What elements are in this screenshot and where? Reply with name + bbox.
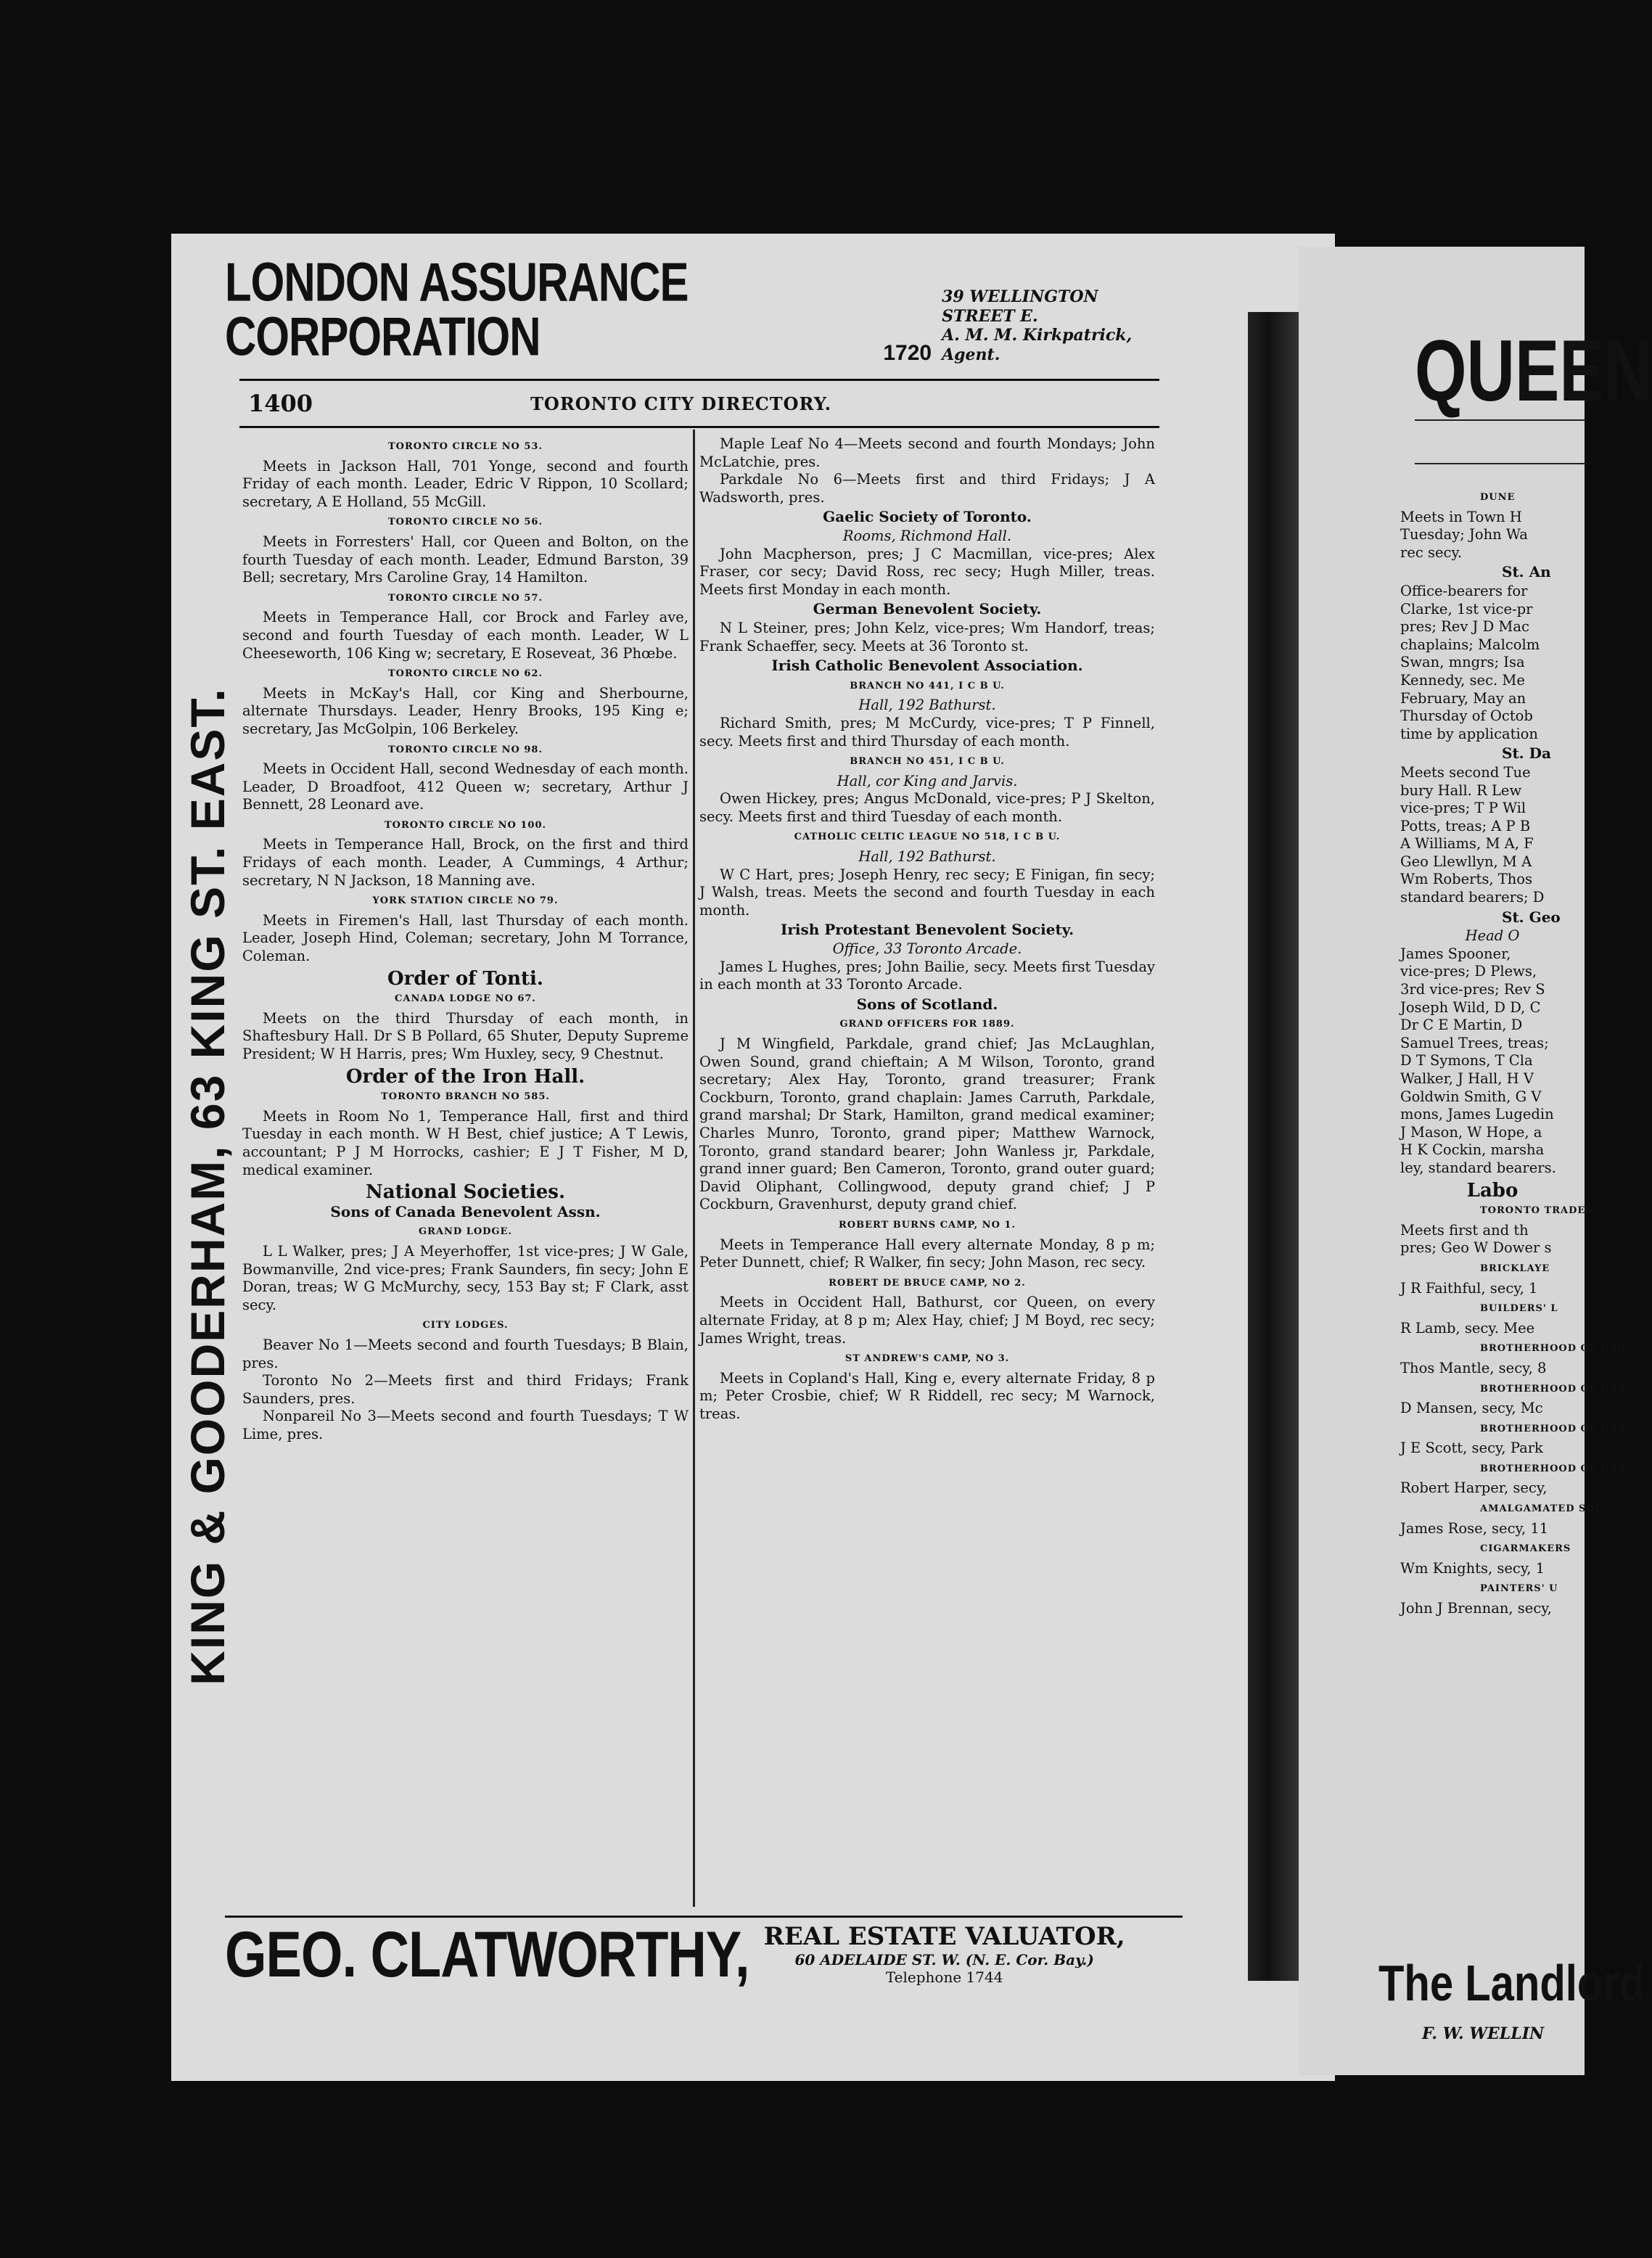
society-heading: Sons of Scotland.	[856, 995, 998, 1013]
section-subheading: ROBERT DE BRUCE CAMP, NO 2.	[829, 1277, 1026, 1289]
entry-line: bury Hall. R Lew	[1400, 781, 1522, 799]
entry-line: J Mason, W Hope, a	[1400, 1123, 1542, 1141]
society-heading: Sons of Canada Benevolent Assn.	[330, 1202, 601, 1220]
adjacent-page-bottom-ad-sub: F. W. WELLIN	[1422, 2024, 1545, 2043]
entry-line: Meets first and th	[1400, 1221, 1529, 1239]
bottom-ad-name: GEO. CLATWORTHY,	[225, 1918, 749, 1990]
section-subheading: PAINTERS' U	[1480, 1583, 1558, 1595]
bottom-ad-info	[764, 1922, 1125, 1986]
entry-text: Meets in Forresters' Hall, cor Queen and Bolton, on the fourth Tuesday of each month. Leader, Edmund Barston, 39 Bell; secretary, Mrs Caroline Gray, 14 Hamilton.	[242, 533, 689, 586]
entry-text: Meets in Temperance Hall, Brock, on the first and third Fridays of each month. Leader, A Cummings, 4 Arthur; secretary, N N Jackson, 18 Manning ave.	[242, 836, 689, 889]
entry-line: Samuel Trees, treas;	[1400, 1034, 1549, 1051]
entry-line: Goldwin Smith, G V	[1400, 1088, 1542, 1105]
entry-line: Geo Llewllyn, M A	[1400, 853, 1532, 870]
entry-line: Dr C E Martin, D	[1400, 1017, 1523, 1034]
entry-text: Meets in McKay's Hall, cor King and Sherbourne, alternate Thursdays. Leader, Henry Brooks, 195 King e; secretary, Jas McGolpin, 106 Berkeley.	[242, 684, 689, 737]
society-heading: St. Da	[1502, 744, 1551, 763]
entry-text: Meets in Temperance Hall every alternate Monday, 8 p m; Peter Dunnett, chief; R Walker, fin secy; John Mason, rec secy.	[699, 1236, 1155, 1271]
venue-line: Rooms, Richmond Hall.	[842, 527, 1012, 544]
entry-line: Clarke, 1st vice-pr	[1400, 600, 1533, 617]
venue-line: Hall, cor King and Jarvis.	[837, 772, 1018, 789]
section-subheading: CATHOLIC CELTIC LEAGUE NO 518, I C B U.	[794, 832, 1061, 843]
society-heading: St. Geo	[1502, 908, 1561, 926]
section-subheading: BRICKLAYE	[1480, 1263, 1550, 1274]
venue-line: Hall, 192 Bathurst.	[858, 848, 996, 866]
adjacent-page-column	[1400, 486, 1626, 1618]
entry-text: Meets in Occident Hall, second Wednesday of each month. Leader, D Broadfoot, 412 Queen w; secretary, Arthur J Bennett, 28 Leonard ave.	[242, 760, 689, 813]
entry-line: J R Faithful, secy, 1	[1400, 1279, 1538, 1297]
section-subheading: TORONTO CIRCLE NO 57.	[387, 592, 543, 604]
entry-line: James Spooner,	[1400, 945, 1511, 962]
society-heading: Gaelic Society of Toronto.	[823, 508, 1032, 526]
section-heading: Order of Tonti.	[387, 967, 543, 990]
section-subheading: ROBERT BURNS CAMP, NO 1.	[838, 1219, 1016, 1231]
entry-text: Meets in Room No 1, Temperance Hall, first and third Tuesday in each month. W H Best, chief justice; A T Lewis, accountant; P J M Horrocks, cashier; E J T Fisher, M D, medical examiner.	[242, 1107, 689, 1178]
top-ad-agent: A. M. M. Kirkpatrick, Agent.	[942, 326, 1133, 364]
entry-line: Thos Mantle, secy, 8	[1400, 1359, 1547, 1376]
entry-text: N L Steiner, pres; John Kelz, vice-pres; Wm Handorf, treas; Frank Schaeffer, secy. Meets at 36 Toronto st.	[699, 619, 1155, 654]
entry-line: vice-pres; D Plews,	[1400, 963, 1537, 980]
entry-text: Richard Smith, pres; M McCurdy, vice-pres; T P Finnell, secy. Meets first and third Thursday of each month.	[699, 714, 1155, 750]
entry-text: J M Wingfield, Parkdale, grand chief; Jas McLaughlan, Owen Sound, grand chieftain; A M Wilson, Toronto, grand secretary; Alex Hay, Toronto, grand treasurer; Frank Cockburn, Toronto, grand chaplain: James Carruth, Parkdale, grand marshal; Dr Stark, Hamilton, grand medical examiner; Charles Munro, Toronto, grand piper; Matthew Warnock, Toronto, grand standard bearer; John Wanless jr, Parkdale, grand inner guard; Ben Cameron, Toronto, grand outer guard; David Oliphant, Collingwood, deputy grand chief; J P Cockburn, Gravenhurst, deputy grand chief.	[699, 1035, 1155, 1213]
section-subheading: GRAND OFFICERS FOR 1889.	[839, 1019, 1015, 1030]
side-ad-text: KING & GOODERHAM, 63 KING ST. EAST.	[181, 687, 234, 1686]
section-subheading: DUNE	[1480, 492, 1516, 503]
entry-text: Meets in Temperance Hall, cor Brock and Farley ave, second and fourth Tuesday of each month. Leader, W L Cheeseworth, 106 King w; secretary, E Roseveat, 36 Phœbe.	[242, 609, 689, 662]
section-subheading: CIGARMAKERS	[1480, 1543, 1571, 1555]
section-subheading: BROTHERHOOD OF CAR	[1480, 1463, 1626, 1474]
entry-line: John J Brennan, secy,	[1400, 1600, 1552, 1617]
adjacent-page-rule	[1415, 463, 1585, 464]
entry-line: standard bearers; D	[1400, 889, 1545, 906]
entry-line: Kennedy, sec. Me	[1400, 671, 1525, 689]
section-subheading: BRANCH NO 451, I C B U.	[850, 756, 1005, 768]
adjacent-page-heading: QUEEN	[1415, 323, 1652, 420]
section-heading: Order of the Iron Hall.	[345, 1065, 585, 1088]
section-subheading: CITY LODGES.	[422, 1320, 509, 1331]
entry-text: Parkdale No 6—Meets first and third Fridays; J A Wadsworth, pres.	[699, 471, 1155, 506]
section-heading: Labo	[1466, 1179, 1519, 1202]
entry-text: Owen Hickey, pres; Angus McDonald, vice-pres; P J Skelton, secy. Meets first and third Tuesday of each month.	[699, 790, 1155, 825]
section-subheading: TORONTO CIRCLE NO 62.	[387, 668, 543, 680]
column-divider	[693, 430, 695, 1907]
entry-line: R Lamb, secy. Mee	[1400, 1319, 1535, 1337]
top-ad-address: 39 WELLINGTON STREET E.	[942, 287, 1098, 326]
section-subheading: TORONTO CIRCLE NO 98.	[387, 744, 543, 755]
page-fold-shadow	[1248, 312, 1299, 1981]
entry-line: pres; Geo W Dower s	[1400, 1239, 1552, 1257]
section-subheading: TORONTO BRANCH NO 585.	[381, 1091, 550, 1103]
society-heading: German Benevolent Society.	[813, 600, 1042, 618]
entry-line: James Rose, secy, 11	[1400, 1519, 1549, 1537]
page-number: 1400	[248, 390, 313, 417]
entry-line: Wm Knights, secy, 1	[1400, 1559, 1545, 1577]
page-header	[239, 379, 1159, 428]
entry-line: mons, James Lugedin	[1400, 1106, 1554, 1123]
entry-text: Meets in Jackson Hall, 701 Yonge, second and fourth Friday of each month. Leader, Edric V Rippon, 10 Scollard; secretary, A E Holland, 55 McGill.	[242, 457, 689, 510]
entry-line: Walker, J Hall, H V	[1400, 1070, 1534, 1087]
entry-text: John Macpherson, pres; J C Macmillan, vice-pres; Alex Fraser, cor secy; David Ross, rec secy; Hugh Miller, treas. Meets first Monday in each month.	[699, 545, 1155, 598]
entry-text: Maple Leaf No 4—Meets second and fourth Mondays; John McLatchie, pres.	[699, 435, 1155, 470]
venue-line: Head O	[1465, 927, 1520, 945]
right-column	[699, 435, 1155, 1423]
section-subheading: AMALGAMATED SOC	[1480, 1503, 1604, 1515]
entry-line: H K Cockin, marsha	[1400, 1141, 1545, 1159]
section-subheading: BROTHERHOOD OF CAR	[1480, 1383, 1626, 1395]
entry-line: D Mansen, secy, Mc	[1400, 1400, 1543, 1417]
top-ad-established: 1720	[883, 341, 932, 365]
entry-text: Beaver No 1—Meets second and fourth Tuesdays; B Blain, pres.	[242, 1336, 689, 1371]
section-heading: National Societies.	[365, 1181, 565, 1204]
adjacent-page-bottom-ad: The Landlord	[1378, 1955, 1645, 2012]
entry-line: Joseph Wild, D D, C	[1400, 998, 1541, 1016]
section-subheading: ST ANDREW'S CAMP, NO 3.	[845, 1353, 1010, 1365]
section-subheading: TORONTO CIRCLE NO 53.	[387, 441, 543, 452]
entry-line: February, May an	[1400, 689, 1526, 707]
entry-line: ley, standard bearers.	[1400, 1159, 1556, 1176]
entry-text: W C Hart, pres; Joseph Henry, rec secy; E Finigan, fin secy; J Walsh, treas. Meets the second and fourth Tuesday in each month.	[699, 866, 1155, 919]
section-subheading: TORONTO CIRCLE NO 56.	[387, 517, 543, 528]
society-heading: St. An	[1502, 563, 1551, 581]
section-subheading: YORK STATION CIRCLE NO 79.	[372, 895, 559, 907]
section-subheading: TORONTO TRADES	[1480, 1205, 1593, 1217]
section-subheading: TORONTO CIRCLE NO 100.	[384, 819, 547, 831]
entry-line: Meets in Town H	[1400, 508, 1522, 525]
venue-line: Hall, 192 Bathurst.	[858, 697, 996, 714]
section-subheading: BROTHERHOOD OF CAR	[1480, 1343, 1626, 1355]
section-subheading: BROTHERHOOD OF CAR	[1480, 1423, 1626, 1434]
section-subheading: CANADA LODGE NO 67.	[395, 993, 536, 1005]
entry-line: time by application	[1400, 725, 1538, 742]
left-column	[242, 435, 689, 1443]
entry-text: Meets in Copland's Hall, King e, every alternate Friday, 8 p m; Peter Crosbie, chief; W R Riddell, rec secy; M Warnock, treas.	[699, 1369, 1155, 1422]
entry-line: J E Scott, secy, Park	[1400, 1440, 1543, 1457]
entry-line: 3rd vice-pres; Rev S	[1400, 981, 1545, 998]
entry-line: rec secy.	[1400, 543, 1463, 561]
page-title: TORONTO CITY DIRECTORY.	[530, 393, 832, 414]
entry-text: James L Hughes, pres; John Bailie, secy. Meets first Tuesday in each month at 33 Toronto Arcade.	[699, 958, 1155, 993]
entry-text: Meets in Occident Hall, Bathurst, cor Queen, on every alternate Friday, at 8 p m; Alex Hay, chief; J M Boyd, rec secy; James Wright, treas.	[699, 1294, 1155, 1347]
bottom-ad-telephone: Telephone 1744	[885, 1968, 1003, 1986]
entry-line: chaplains; Malcolm	[1400, 636, 1540, 653]
side-advertisement	[177, 428, 238, 1945]
entry-text: Toronto No 2—Meets first and third Fridays; Frank Saunders, pres.	[242, 1372, 689, 1407]
bottom-advertisement	[225, 1916, 1183, 1990]
entry-line: Swan, mngrs; Isa	[1400, 654, 1525, 671]
entry-line: Robert Harper, secy,	[1400, 1479, 1548, 1497]
society-heading: Irish Protestant Benevolent Society.	[780, 921, 1074, 939]
venue-line: Office, 33 Toronto Arcade.	[832, 940, 1022, 958]
entry-line: Office-bearers for	[1400, 582, 1528, 599]
entry-line: Wm Roberts, Thos	[1400, 871, 1533, 888]
entry-line: Potts, treas; A P B	[1400, 817, 1531, 834]
entry-line: pres; Rev J D Mac	[1400, 618, 1529, 636]
entry-line: Tuesday; John Wa	[1400, 526, 1528, 543]
entry-line: vice-pres; T P Wil	[1400, 800, 1526, 817]
entry-line: D T Symons, T Cla	[1400, 1052, 1533, 1070]
entry-text: Nonpareil No 3—Meets second and fourth Tuesdays; T W Lime, pres.	[242, 1408, 689, 1442]
entry-line: Thursday of Octob	[1400, 707, 1533, 725]
top-advertisement	[225, 252, 1154, 367]
entry-line: A Williams, M A, F	[1400, 835, 1534, 853]
bottom-ad-address: 60 ADELAIDE ST. W. (N. E. Cor. Bay.)	[794, 1951, 1094, 1968]
adjacent-page-rule	[1415, 419, 1585, 421]
society-heading: Irish Catholic Benevolent Association.	[771, 657, 1083, 675]
bottom-ad-role: REAL ESTATE VALUATOR,	[763, 1922, 1125, 1951]
entry-text: L L Walker, pres; J A Meyerhoffer, 1st vice-pres; J W Gale, Bowmanville, 2nd vice-pres; Frank Saunders, fin secy; John E Doran, treas; W G McMurchy, secy, 153 Bay st; F Clark, asst secy.	[242, 1242, 689, 1313]
section-subheading: BRANCH NO 441, I C B U.	[850, 680, 1005, 691]
top-ad-name: LONDON ASSURANCE CORPORATION	[225, 252, 689, 367]
section-subheading: GRAND LODGE.	[419, 1226, 512, 1238]
section-subheading: BUILDERS' L	[1480, 1303, 1558, 1315]
entry-text: Meets on the third Thursday of each month, in Shaftesbury Hall. Dr S B Pollard, 65 Shuter, Deputy Supreme President; W H Harris, pres; Wm Huxley, secy, 9 Chestnut.	[242, 1009, 689, 1062]
entry-line: Meets second Tue	[1400, 763, 1531, 781]
entry-text: Meets in Firemen's Hall, last Thursday of each month. Leader, Joseph Hind, Coleman; secretary, John M Torrance, Coleman.	[242, 911, 689, 965]
